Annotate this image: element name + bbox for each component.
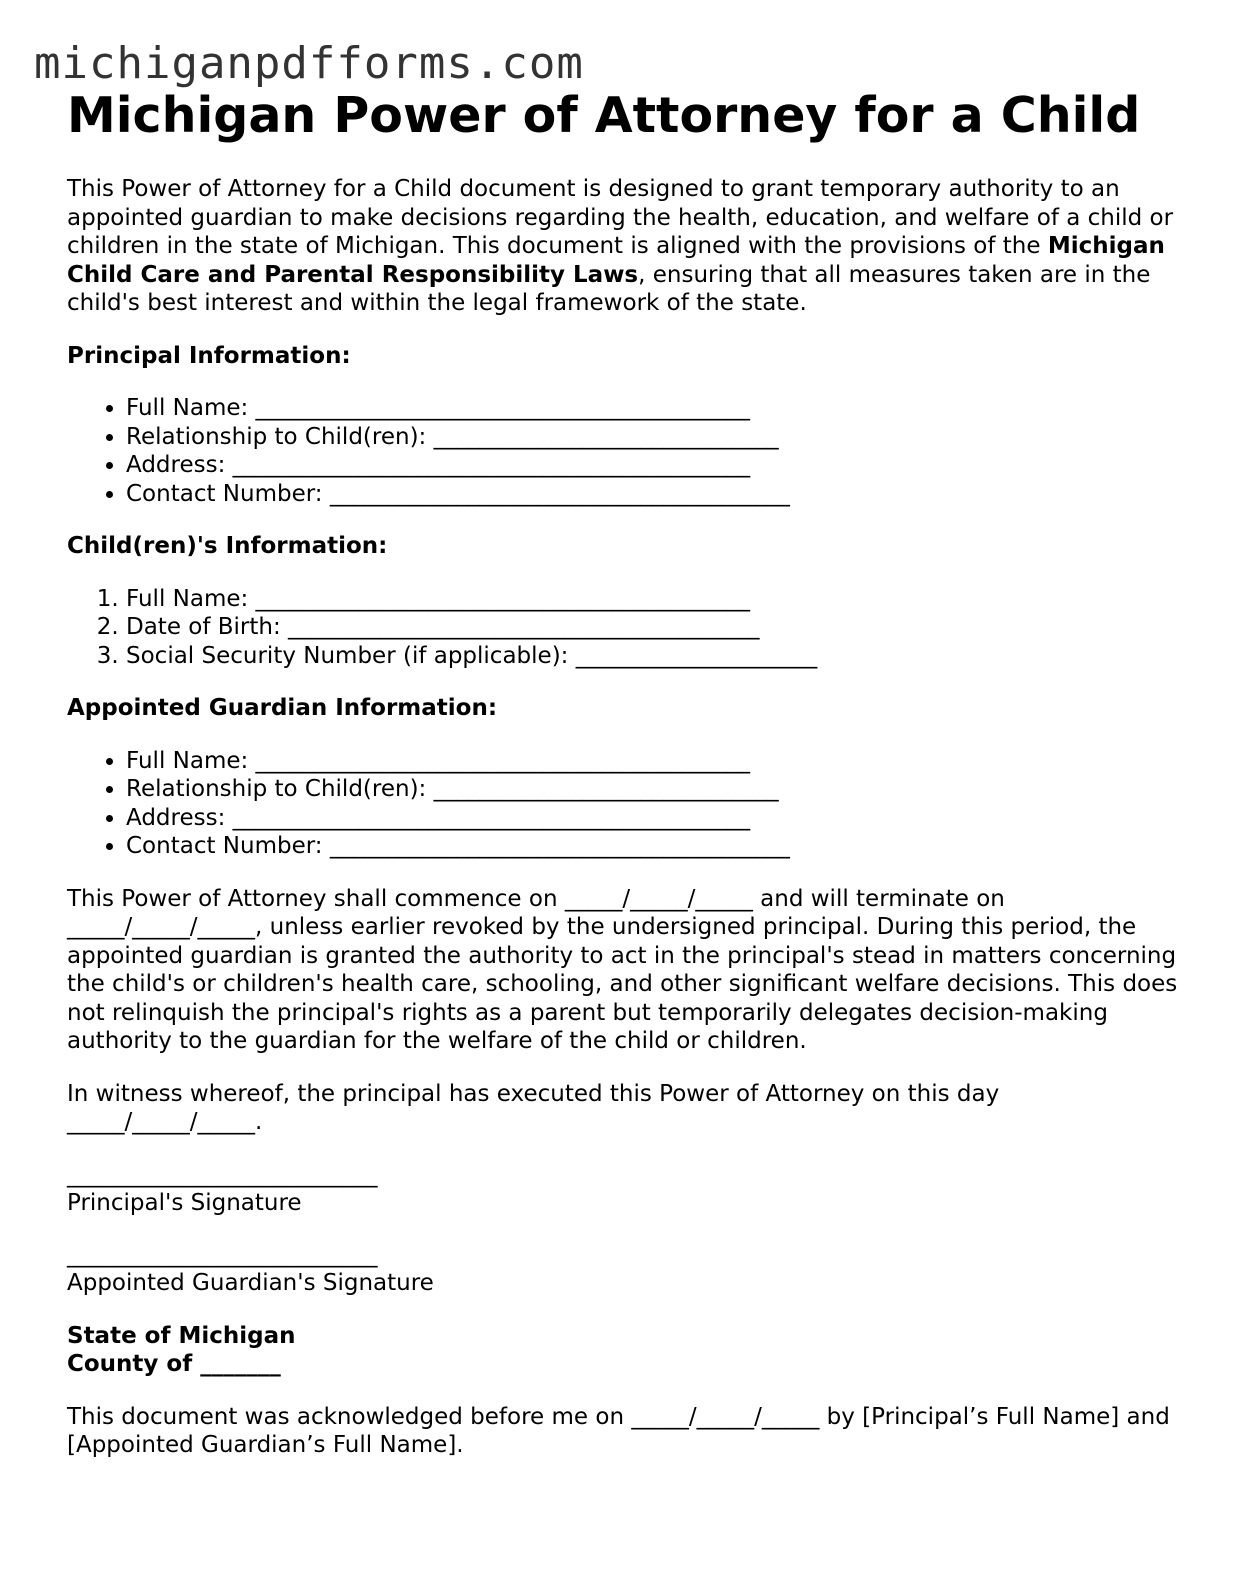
principal-contact-field[interactable]: • Contact Number: ________________________________________ bbox=[126, 480, 1187, 509]
witness-paragraph: In witness whereof, the principal has executed this Power of Attorney on this day _____/_____/_____. bbox=[67, 1080, 1000, 1135]
notary-venue bbox=[67, 1322, 1187, 1379]
notary-state: State of Michigan bbox=[67, 1322, 296, 1349]
term-paragraph: This Power of Attorney shall commence on _____/_____/_____ and will terminate on _____/_____/_____, unless earlier revoked by the undersigned principal. During this period, the appointed guardian is granted the authority to act in the principal's stead in matters concerning the child's or children's health care, schooling, and other significant welfare decisions. This does not relinquish the principal's rights as a parent but temporarily delegates decision-making authority to the guardian for the welfare of the child or children. bbox=[67, 885, 1178, 1054]
principal-heading: Principal Information: bbox=[67, 342, 351, 369]
intro-law-name: Michigan Child Care and Parental Responsibility Laws bbox=[67, 233, 1165, 288]
signature-block bbox=[67, 1161, 1187, 1298]
children-info-list bbox=[67, 585, 1187, 671]
guardian-contact-field[interactable]: • Contact Number: ________________________________________ bbox=[126, 832, 1187, 861]
children-heading: Child(ren)'s Information: bbox=[67, 533, 388, 559]
guardian-heading: Appointed Guardian Information: bbox=[67, 695, 498, 721]
document-title: Michigan Power of Attorney for a Child bbox=[67, 87, 1141, 144]
child-ssn-field[interactable]: 3. Social Security Number (if applicable): _____________________ bbox=[126, 642, 1187, 671]
principal-address-field[interactable]: • Address: _____________________________________________ bbox=[126, 451, 1187, 480]
principal-signature-line[interactable]: ___________________________ bbox=[67, 1161, 378, 1188]
intro-text-part2: , ensuring that all measures taken are in the child's best interest and within the legal framework of the state. bbox=[67, 261, 1151, 316]
guardian-info-list bbox=[67, 747, 1187, 861]
guardian-signature-line[interactable]: ___________________________ bbox=[67, 1241, 378, 1268]
guardian-address-field[interactable]: • Address: _____________________________________________ bbox=[126, 804, 1187, 833]
principal-signature-label: Principal's Signature bbox=[67, 1190, 302, 1216]
child-full-name-field[interactable]: 1. Full Name: ___________________________________________ bbox=[126, 585, 1187, 614]
principal-relationship-field[interactable]: • Relationship to Child(ren): ______________________________ bbox=[126, 423, 1187, 452]
document-body bbox=[67, 86, 1187, 1460]
guardian-full-name-field[interactable]: • Full Name: ___________________________________________ bbox=[126, 747, 1187, 776]
site-watermark: michiganpdfforms.com bbox=[34, 38, 584, 89]
principal-full-name-field[interactable]: • Full Name: ___________________________________________ bbox=[126, 394, 1187, 423]
child-dob-field[interactable]: 2. Date of Birth: _________________________________________ bbox=[126, 613, 1187, 642]
principal-info-list bbox=[67, 394, 1187, 508]
guardian-signature-label: Appointed Guardian's Signature bbox=[67, 1270, 434, 1296]
intro-paragraph bbox=[67, 175, 1187, 318]
acknowledgment-paragraph: This document was acknowledged before me on _____/_____/_____ by [Principal’s Full Name] and [Appointed Guardian’s Full Name]. bbox=[67, 1403, 1170, 1458]
notary-county[interactable]: County of _______ bbox=[67, 1351, 281, 1377]
guardian-relationship-field[interactable]: • Relationship to Child(ren): ______________________________ bbox=[126, 775, 1187, 804]
intro-text-part1: This Power of Attorney for a Child document is designed to grant temporary authority to an appointed guardian to make decisions regarding the health, education, and welfare of a child or children in the state of Michigan. This document is aligned with the provisions of the bbox=[67, 176, 1174, 259]
